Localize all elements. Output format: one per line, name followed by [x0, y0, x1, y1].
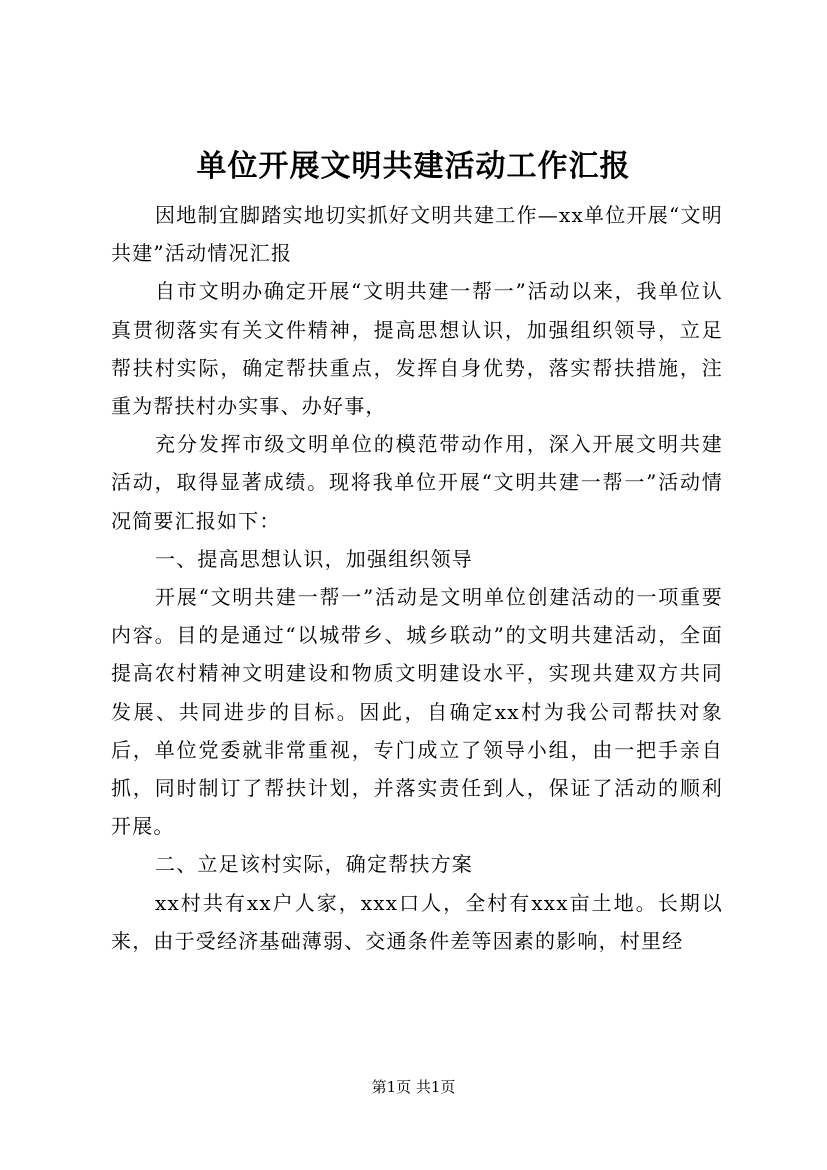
page-number-footer: 第1页 共1页 — [371, 1078, 456, 1096]
section-heading-2: 二、立足该村实际，确定帮扶方案 — [155, 852, 473, 877]
paragraph-summary: 充分发挥市级文明单位的模范带动作用，深入开展文明共建活动，取得显著成绩。现将我单位开展“文明共建一帮一”活动情况简要汇报如下： — [111, 432, 723, 533]
document-body — [111, 196, 723, 960]
paragraph-section-1: 开展“文明共建一帮一”活动是文明单位创建活动的一项重要内容。目的是通过“以城带乡、城乡联动”的文明共建活动，全面提高农村精神文明建设和物质文明建设水平，实现共建双方共同发展、共同进步的目标。因此，自确定xx村为我公司帮扶对象后，单位党委就非常重视，专门成立了领导小组，由一把手亲自抓，同时制订了帮扶计划，并落实责任到人，保证了活动的顺利开展。 — [111, 585, 723, 839]
section-heading-1: 一、提高思想认识，加强组织领导 — [155, 546, 473, 571]
paragraph-subtitle: 因地制宜脚踏实地切实抓好文明共建工作—xx单位开展“文明共建”活动情况汇报 — [111, 203, 723, 266]
paragraph-intro: 自市文明办确定开展“文明共建一帮一”活动以来，我单位认真贯彻落实有关文件精神，提高思想认识，加强组织领导，立足帮扶村实际，确定帮扶重点，发挥自身优势，落实帮扶措施，注重为帮扶村办实事、办好事， — [111, 279, 723, 419]
document-title: 单位开展文明共建活动工作汇报 — [196, 149, 631, 184]
paragraph-section-2: xx村共有xx户人家，xxx口人，全村有xxx亩土地。长期以来，由于受经济基础薄弱、交通条件差等因素的影响，村里经 — [111, 890, 723, 953]
